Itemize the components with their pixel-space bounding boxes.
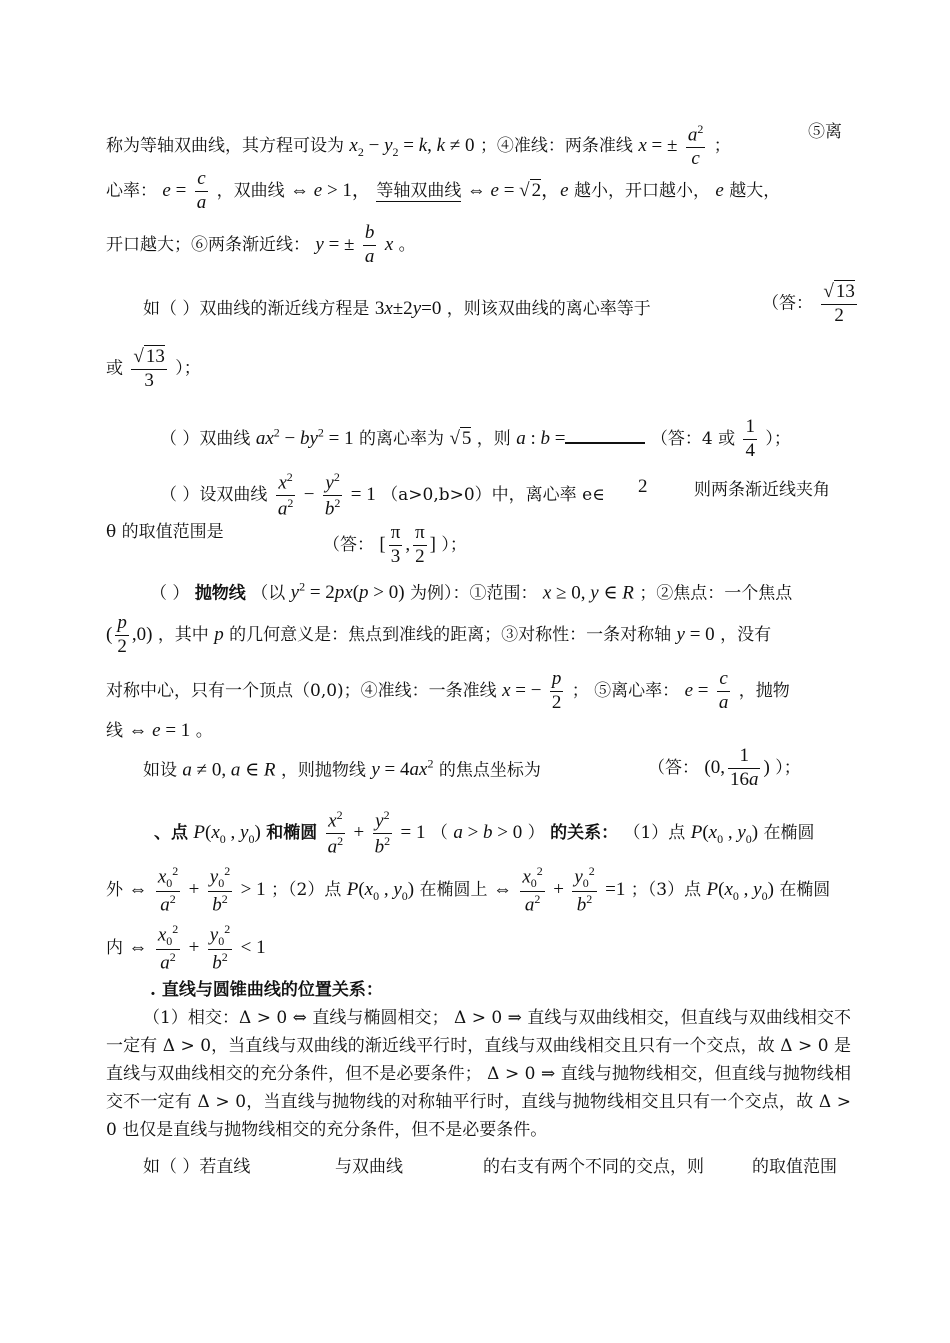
- text: 的关系：: [550, 823, 619, 844]
- fraction: $\frac{y^2}{b^2}$: [324, 470, 341, 520]
- text: ，则: [476, 428, 511, 449]
- text: 越小，开口越小，: [573, 180, 710, 201]
- fraction: $\frac{p}{2}$: [117, 612, 127, 657]
- text-line: [106, 720, 213, 743]
- formula: ⇔ e > 1，: [290, 179, 371, 201]
- fraction: $\frac{1}{4}$: [745, 416, 755, 461]
- text: 开口越大；⑥两条渐近线：: [106, 234, 310, 255]
- fraction: $\frac{1}{16a}$: [729, 745, 759, 790]
- text-line: 、点 $P(x_0$ , $y_0$) 和椭圆 $\frac{x^2}{a^2}$ + $\frac{y^2}{b^2}$ = 1 （ a > b > 0 ） 的关系： （1）点 $P(x_0$ , $y_0$) 在椭圆: [154, 808, 815, 858]
- text: 如（ ）双曲线的渐近线方程是: [143, 299, 370, 319]
- fraction: $\frac{x^2}{a^2}$: [277, 470, 294, 520]
- formula: x ≥ 0, y ∈ R: [542, 582, 634, 604]
- fraction: $\frac{b}{a}$: [364, 222, 375, 267]
- text: ；④准线：两条准线: [479, 135, 633, 156]
- paragraph: （1）相交：Δ > 0 ⇔ 直线与椭圆相交； Δ > 0 ⇒ 直线与双曲线相交，但直线与双曲线相交不一定有 Δ > 0，当直线与双曲线的渐近线平行时，直线与双曲线相交且只有一个交点，故 Δ > 0 是直线与双曲线相交的充分条件，但不是必要条件； Δ > 0 ⇒ 直线与抛物线相交，但直线与抛物线相交不一定有 Δ > 0，当直线与抛物线的对称轴平行时，直线与抛物线相交且只有一个交点，故 Δ > 0 也仅是直线与抛物线相交的充分条件，但不是必要条件。: [106, 1008, 851, 1140]
- text: 、点: [154, 823, 188, 844]
- text: 和椭圆: [266, 823, 318, 844]
- text: 的右支有两个不同的交点，则: [483, 1157, 704, 1177]
- fraction: $\frac{x_0^2}{a^2}$: [157, 922, 179, 973]
- text: （答：4 或: [650, 428, 736, 449]
- formula: $ax^2 - by^2 = 1$: [255, 425, 354, 449]
- formula: $P(x_0$ , $y_0$): [193, 822, 261, 846]
- text: ⑤离心率：: [594, 680, 680, 701]
- text: 外: [106, 879, 123, 900]
- text-line: [106, 522, 224, 542]
- text: 。: [195, 721, 213, 741]
- text: 越大，: [729, 180, 781, 201]
- formula: a ≠ 0, a ∈ R: [182, 759, 276, 781]
- text-line: （ ）设双曲线 $\frac{x^2}{a^2}$ − $\frac{y^2}{b^2}$ = 1 （a>0,b>0）中，离心率 e∈: [160, 470, 605, 520]
- text-line: [106, 122, 731, 171]
- text-line: [160, 416, 791, 463]
- fraction: $\frac{√ 13}{2}$: [823, 281, 855, 326]
- formula: ⇔ e = √ 2，e: [466, 179, 569, 201]
- text: ，则该双曲线的离心率等于: [446, 299, 651, 319]
- text-line: [106, 668, 790, 715]
- text: 的几何意义是：焦点到准线的距离；③对称性：一条对称轴: [229, 624, 672, 645]
- formula: 3x±2y=0: [374, 298, 442, 319]
- text: 的离心率为: [359, 428, 445, 449]
- text-line: [150, 580, 792, 605]
- text: 2: [638, 476, 648, 497]
- text: 对称中心，只有一个顶点（0,0)；④准线：一条准线: [106, 680, 497, 701]
- formula: $P(x_0$ , $y_0$): [690, 822, 759, 846]
- text: 。: [398, 234, 416, 255]
- fraction: $\frac{y_0^2}{b^2}$: [574, 864, 595, 915]
- formula: y = 0: [676, 623, 715, 645]
- text-line: [143, 1157, 250, 1177]
- text: 在椭圆: [763, 823, 815, 844]
- text: （答：: [323, 534, 374, 555]
- text: ；（2）点: [271, 879, 342, 900]
- text: （a>0,b>0）中，离心率 e∈: [381, 485, 605, 506]
- text-line: [808, 122, 842, 142]
- text: ）；: [765, 428, 791, 449]
- formula: x = −: [502, 679, 542, 701]
- underlined-text: 等轴双曲线: [376, 180, 462, 201]
- text: ，抛物: [738, 680, 790, 701]
- text: 与双曲线: [335, 1157, 403, 1177]
- text-line: [143, 298, 651, 321]
- section-heading: . 直线与圆锥曲线的位置关系：: [150, 980, 383, 1000]
- text: （答：: [762, 293, 813, 314]
- text: 称为等轴双曲线，其方程可设为: [106, 135, 344, 156]
- text: 在椭圆上: [419, 879, 488, 900]
- fraction: $\frac{c}{a}$: [196, 168, 207, 213]
- text: ）；: [441, 534, 467, 555]
- text-line: ( $\frac{p}{2}$ ,0) ，其中 p 的几何意义是：焦点到准线的距离；③对称性：一条对称轴 y = 0 ，没有: [106, 612, 772, 657]
- text: 的焦点坐标为: [438, 760, 541, 781]
- fraction: $\frac{y^2}{b^2}$: [374, 808, 391, 858]
- formula: x = ±: [638, 134, 678, 156]
- text-line: [106, 345, 201, 393]
- formula: √ 5: [449, 427, 472, 449]
- text-line: 外 ⇔ $\frac{x_0^2}{a^2}$ + $\frac{y_0^2}{b^2}$ > 1 ；（2）点 $P(x_0$ , $y_0$) 在椭圆上 ⇔ $\frac{x_0^2}{a^2}$ + $\frac{y_0^2}{b^2}$ =1 ；（3）点 $P(x_0$ , $y_0$) 在椭圆: [106, 864, 831, 915]
- text: 线: [106, 721, 123, 741]
- fraction: $\frac{x^2}{a^2}$: [327, 808, 344, 858]
- formula: e =: [684, 679, 709, 701]
- fraction: $\frac{y_0^2}{b^2}$: [209, 922, 231, 973]
- text: ）；: [775, 757, 801, 778]
- text: ⑤离: [808, 122, 842, 142]
- text: （1）点: [623, 823, 686, 844]
- text: 为例）：①范围：: [410, 583, 538, 604]
- text: （ ）: [150, 583, 190, 604]
- formula: $y^2 = 2px(p > 0)$: [290, 580, 405, 604]
- formula: $y = 4ax^2$: [371, 757, 434, 781]
- formula: x: [384, 233, 394, 255]
- fraction: $\frac{√ 13}{3}$: [133, 346, 165, 391]
- formula: y = ±: [315, 233, 355, 255]
- formula: e: [715, 179, 724, 201]
- text: ）: [527, 823, 545, 844]
- text: （以: [251, 583, 286, 604]
- text: （ ）双曲线: [160, 428, 251, 449]
- text: 则两条渐近线夹角: [694, 480, 830, 500]
- text-line: [106, 222, 416, 269]
- text: ，没有: [720, 624, 772, 645]
- section-heading: 抛物线: [194, 583, 246, 604]
- formula: a : b =: [516, 427, 566, 449]
- formula: a > b > 0: [453, 822, 523, 844]
- answer-blank: [565, 428, 645, 444]
- text-line: [143, 757, 541, 782]
- fraction: $\frac{x_0^2}{a^2}$: [522, 864, 543, 915]
- text-line: 内 ⇔ $\frac{x_0^2}{a^2}$ + $\frac{y_0^2}{b^2}$ < 1: [106, 922, 266, 973]
- fraction: $\frac{y_0^2}{b^2}$: [209, 864, 231, 915]
- answer: [762, 280, 860, 328]
- text: ；（3）点: [630, 879, 702, 900]
- fraction: $\frac{p}{2}$: [551, 668, 562, 713]
- text: ，其中: [157, 624, 209, 645]
- formula: $P(x_0$ , $y_0$): [706, 878, 774, 903]
- text: ，双曲线: [216, 180, 285, 201]
- formula: $P(x_0$ , $y_0$): [346, 878, 415, 903]
- fraction: $\frac{x_0^2}{a^2}$: [157, 864, 179, 915]
- text: ；②焦点：一个焦点: [639, 583, 793, 604]
- text: 在椭圆: [779, 879, 831, 900]
- text: （答：: [648, 757, 699, 778]
- text: ）；: [175, 358, 201, 379]
- fraction: $\frac{c}{a}$: [718, 668, 729, 713]
- text: 或: [106, 358, 123, 379]
- text: 如设: [143, 760, 177, 781]
- text: 心率：: [106, 180, 157, 201]
- formula: ⇔ e = 1: [128, 720, 191, 741]
- formula: $x_2 - y_2 = k$, k ≠ 0: [349, 134, 475, 159]
- fraction: $\frac{\pi}{3}$: [390, 522, 401, 567]
- text: θ 的取值范围是: [106, 522, 224, 542]
- text: ；: [571, 680, 589, 701]
- answer: （答： (0, $\frac{1}{16a}$ ) ）；: [648, 745, 801, 790]
- text: ；: [713, 135, 731, 156]
- text-line: [106, 168, 780, 215]
- formula: e =: [162, 179, 187, 201]
- text: 的取值范围: [752, 1157, 837, 1177]
- text: 如（ ）若直线: [143, 1157, 251, 1177]
- fraction: $\frac{\pi}{2}$: [415, 522, 425, 567]
- text: 内: [106, 937, 123, 958]
- fraction: $\frac{a^2}{c}$: [687, 122, 704, 170]
- text: （: [430, 823, 448, 844]
- text: （ ）设双曲线: [160, 485, 268, 506]
- answer: （答： [ $\frac{\pi}{3}$ , $\frac{\pi}{2}$ ] ）；: [323, 522, 467, 567]
- text: ，则抛物线: [280, 760, 366, 781]
